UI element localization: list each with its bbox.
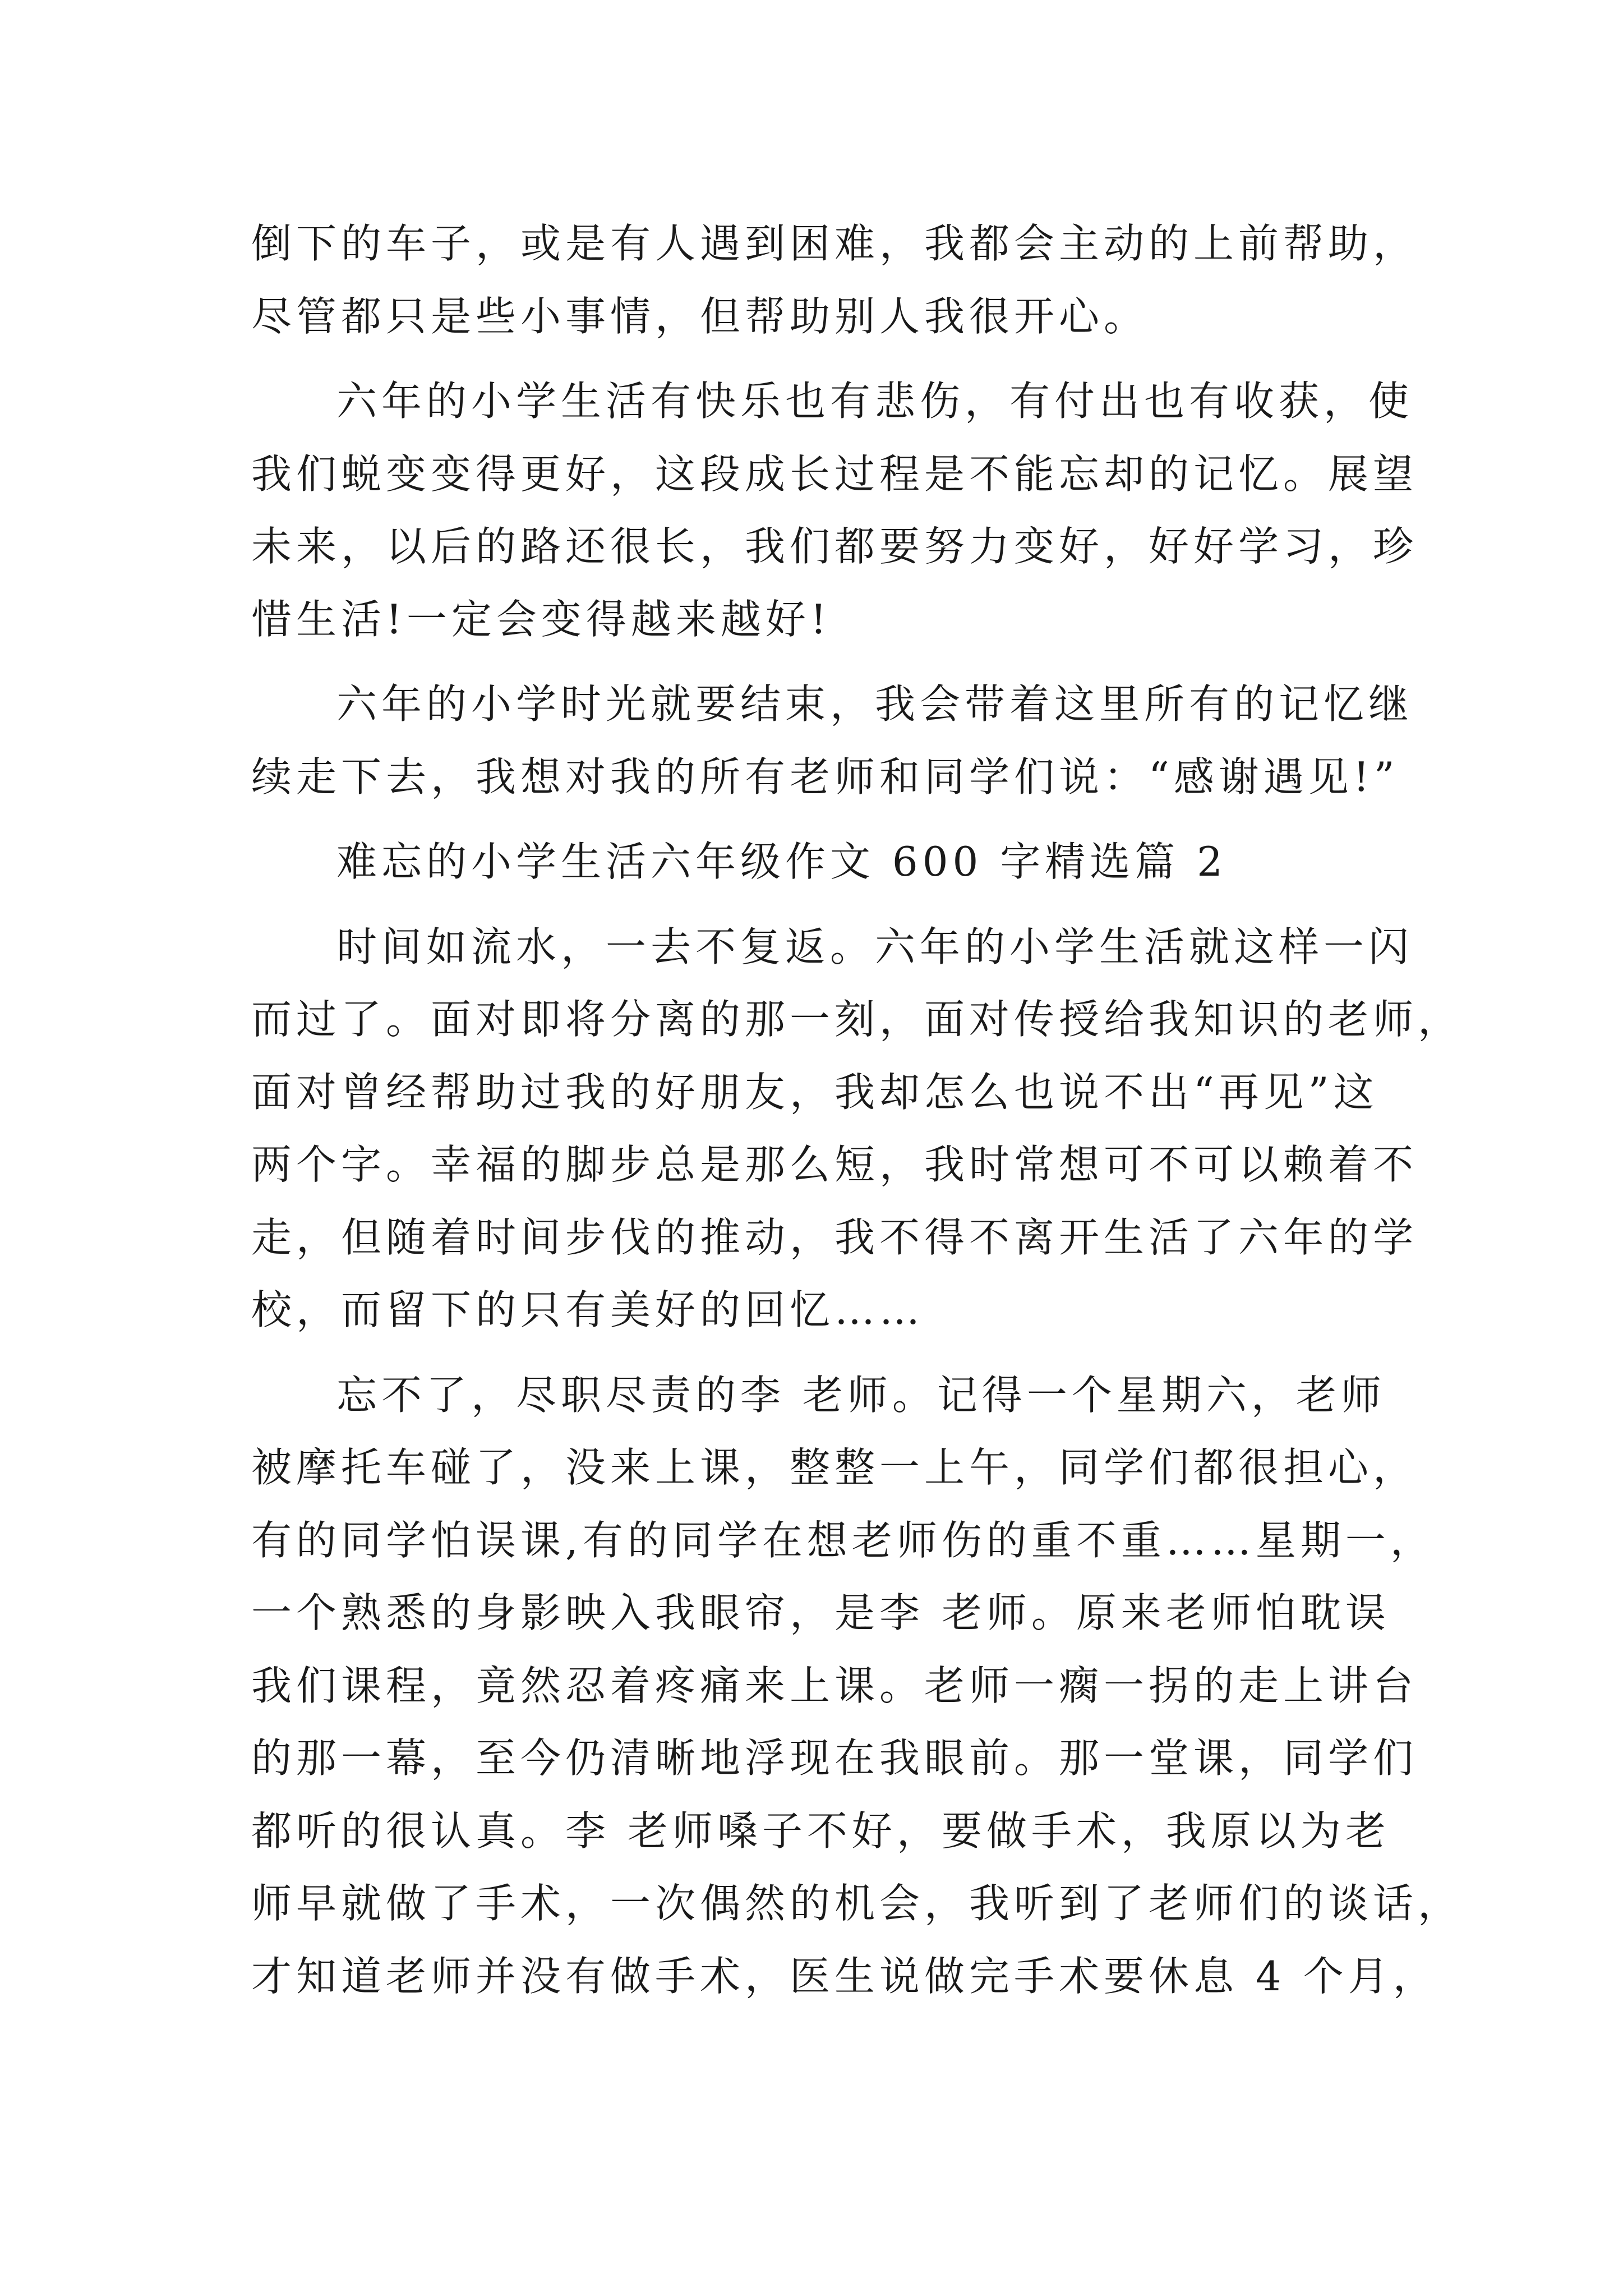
paragraph-gap [251,813,1395,826]
text-line: 才知道老师并没有做手术，医生说做完手术要休息 4 个月， [251,1952,1438,2000]
text-line: 未来，以后的路还很长，我们都要努力变好，好好学习，珍 [251,523,1418,570]
text-line: 师早就做了手术，一次偶然的机会，我听到了老师们的谈话， [251,1880,1463,1927]
paragraph-gap [251,899,1395,911]
text-line: 面对曾经帮助过我的好朋友，我却怎么也说不出“再见”这 [251,1068,1378,1116]
text-line: 被摩托车碰了，没来上课，整整一上午，同学们都很担心， [251,1444,1418,1491]
text-line: 续走下去，我想对我的所有老师和同学们说：“感谢遇见!” [251,753,1399,800]
text-line: 的那一幕，至今仍清晰地浮现在我眼前。那一堂课，同学们 [251,1734,1418,1782]
document-body [251,208,1463,2013]
text-line: 校，而留下的只有美好的回忆…… [251,1286,925,1333]
text-line: 走，但随着时间步伐的推动，我不得不离开生活了六年的学 [251,1213,1418,1261]
text-line: 我们课程，竟然忍着疼痛来上课。老师一瘸一拐的走上讲台 [251,1662,1418,1709]
text-line: 惜生活!一定会变得越来越好! [251,595,831,643]
text-line: 六年的小学时光就要结束，我会带着这里所有的记忆继 [336,680,1414,728]
text-line: 倒下的车子，或是有人遇到困难，我都会主动的上前帮助， [251,220,1418,267]
paragraph-gap [251,1347,1395,1359]
text-line: 时间如流水，一去不复返。六年的小学生活就这样一闪 [336,923,1414,970]
text-line: 我们蜕变变得更好，这段成长过程是不能忘却的记忆。展望 [251,450,1418,498]
text-line: 忘不了，尽职尽责的李 老师。记得一个星期六，老师 [336,1371,1386,1419]
paragraph-gap [251,353,1395,365]
text-line: 有的同学怕误课,有的同学在想老师伤的重不重……星期一， [251,1516,1435,1564]
text-line: 都听的很认真。李 老师嗓子不好，要做手术，我原以为老 [251,1807,1390,1855]
text-line: 尽管都只是些小事情，但帮助别人我很开心。 [251,292,1149,340]
text-line: 六年的小学生活有快乐也有悲伤，有付出也有收获，使 [336,378,1414,425]
text-line: 一个熟悉的身影映入我眼帘，是李 老师。原来老师怕耽误 [251,1589,1390,1636]
text-line: 两个字。幸福的脚步总是那么短，我时常想可不可以赖着不 [251,1141,1418,1188]
text-line: 而过了。面对即将分离的那一刻，面对传授给我知识的老师， [251,996,1463,1043]
section-heading: 难忘的小学生活六年级作文 600 字精选篇 2 [336,838,1227,885]
paragraph-gap [251,656,1395,668]
